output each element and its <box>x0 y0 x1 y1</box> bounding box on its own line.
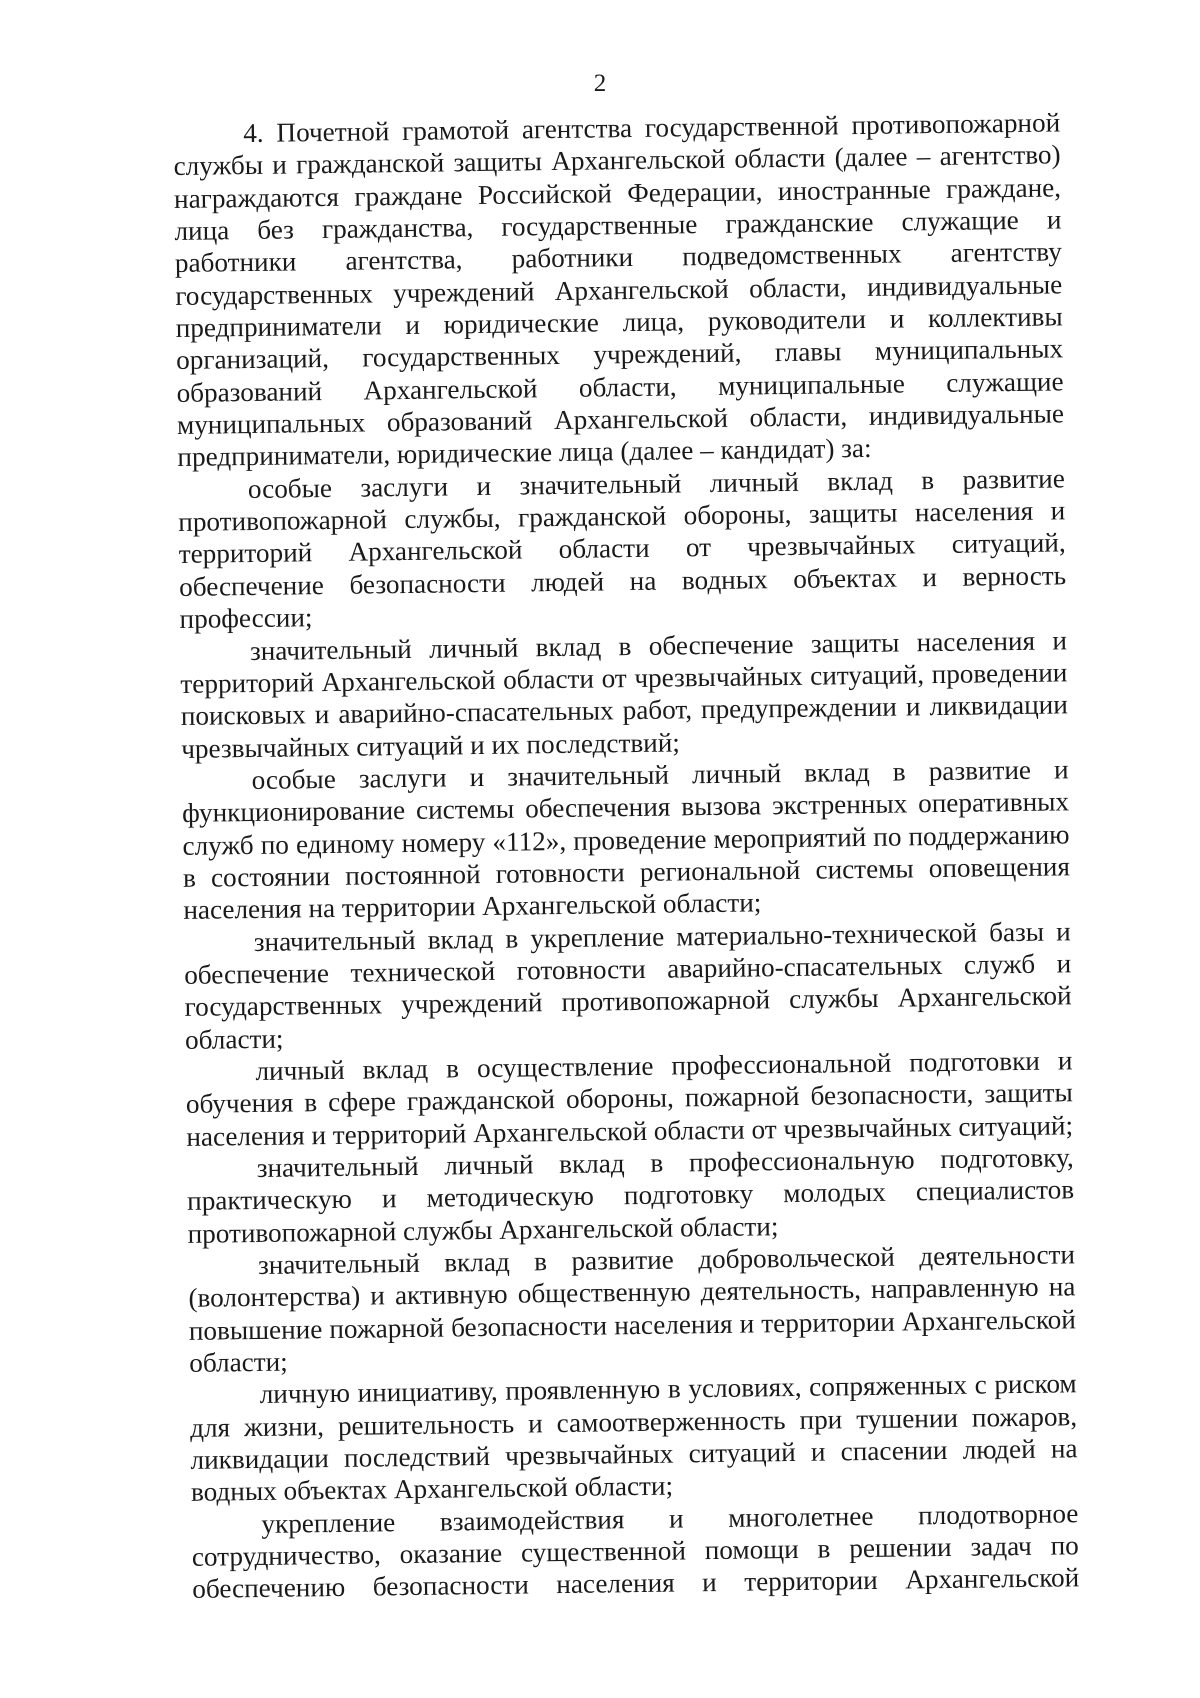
paragraph-item-3: особые заслуги и значительный личный вклад в развитие и функционирование системы обеспечения вызова экстренных оперативных служб по единому номеру «112», проведение мероприятий по поддержанию в состоянии постоянной готовности региональной системы оповещения населения на территории Архангельской области; <box>181 754 1071 926</box>
paragraph-item-1: особые заслуги и значительный личный вклад в развитие противопожарной службы, гражданской обороны, защиты населения и территорий Архангельской области от чрезвычайных ситуаций, обеспечение безопасности людей на водных объектах и верность профессии; <box>178 463 1067 635</box>
paragraph-item-6: значительный личный вклад в профессиональную подготовку, практическую и методическую подготовку молодых специалистов противопожарной службы Архангельской области; <box>186 1142 1075 1249</box>
paragraph-item-7: значительный вклад в развитие добровольческой деятельности (волонтерства) и активную общественную деятельность, направленную на повышение пожарной безопасности населения и территории Архангельской области; <box>188 1239 1076 1378</box>
paragraph-item-5: личный вклад в осуществление профессиональной подготовки и обучения в сфере гражданской обороны, пожарной безопасности, защиты населения и территорий Архангельской области от чрезвычайных ситуаций; <box>185 1045 1074 1152</box>
paragraph-intro: 4. Почетной грамотой агентства государственной противопожарной службы и гражданской защиты Архангельской области (далее – агентство) награждаются граждане Российской Федерации, иностранные граждане, лица без гражданства, государственные гражданские служащие и работники агентства, работники подведомственных агентству государственных учреждений Архангельской области, индивидуальные предприниматели и юридические лица, руководители и коллективы организаций, государственных учреждений, главы муниципальных образований Архангельской области, муниципальные служащие муниципальных образований Архангельской области, индивидуальные предприниматели, юридические лица (далее – кандидат) за: <box>173 107 1065 473</box>
page-number: 2 <box>593 70 607 97</box>
paragraph-item-8: личную инициативу, проявленную в условиях, сопряженных с риском для жизни, решительность и самоотверженность при тушении пожаров, ликвидации последствий чрезвычайных ситуаций и спасении людей на водных объектах Архангельской области; <box>189 1368 1078 1508</box>
document-body <box>173 106 1079 1605</box>
paragraph-item-4: значительный вклад в укрепление материально-технической базы и обеспечение технической готовности аварийно-спасательных служб и государственных учреждений противопожарной службы Архангельской области; <box>184 915 1072 1055</box>
paragraph-item-2: значительный личный вклад в обеспечение защиты населения и территорий Архангельской области от чрезвычайных ситуаций, проведении поисковых и аварийно-спасательных работ, предупреждении и ликвидации чрезвычайных ситуаций и их последствий; <box>180 624 1068 764</box>
paragraph-item-9: укрепление взаимодействия и многолетнее плодотворное сотрудничество, оказание существенной помощи в решении задач по обеспечению безопасности населения и территории Архангельской <box>191 1498 1080 1605</box>
